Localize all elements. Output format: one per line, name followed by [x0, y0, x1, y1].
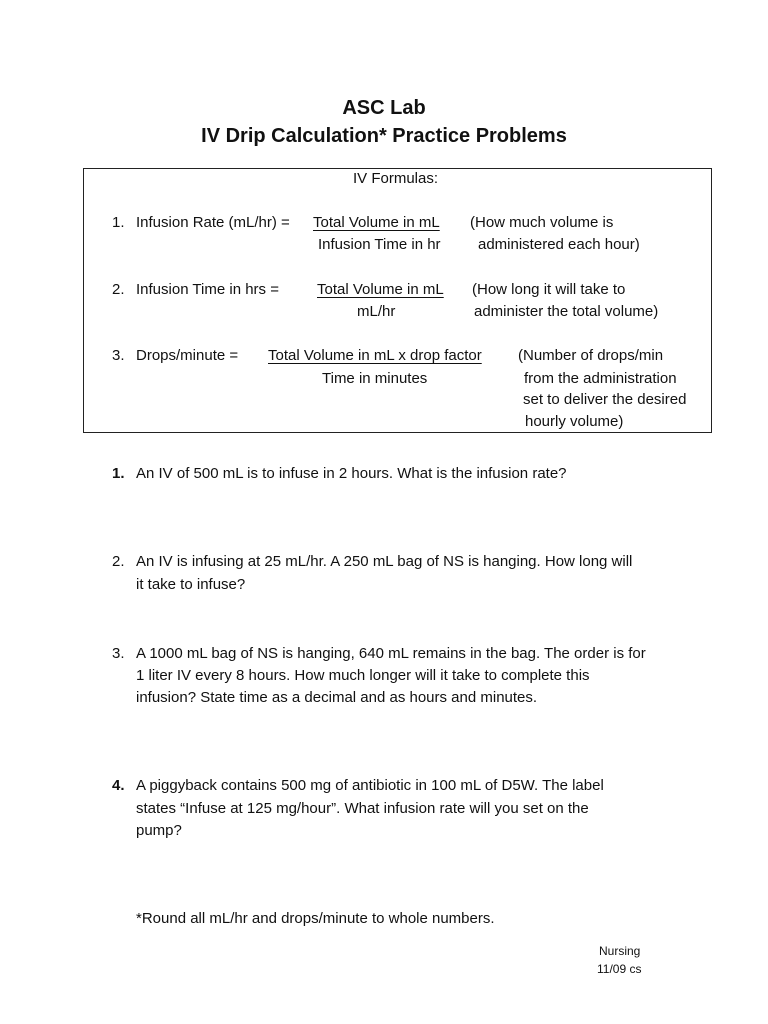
formula-3-denominator: Time in minutes	[322, 370, 428, 387]
problem-2-number: 2.	[112, 553, 125, 570]
problem-3-number: 3.	[112, 645, 125, 662]
problem-4-text: pump?	[136, 822, 182, 839]
formula-1-note-line: (How much volume is	[470, 214, 614, 231]
formula-1-number: 1.	[112, 214, 125, 231]
formula-3-note-line: (Number of drops/min	[518, 347, 664, 364]
formula-2-number: 2.	[112, 281, 125, 298]
formula-1-numerator: Total Volume in mL	[313, 214, 440, 231]
problem-2-text: it take to infuse?	[136, 576, 246, 593]
formula-3-number: 3.	[112, 347, 125, 364]
problem-1-text: An IV of 500 mL is to infuse in 2 hours. What is the infusion rate?	[136, 465, 567, 482]
formula-2-numerator: Total Volume in mL	[317, 281, 444, 298]
formula-2-denominator: mL/hr	[357, 303, 396, 320]
formulas-heading: IV Formulas:	[353, 170, 439, 187]
formula-2-note-line: administer the total volume)	[474, 303, 659, 320]
footer-date-initials: 11/09 cs	[597, 962, 642, 976]
page-subtitle: IV Drip Calculation* Practice Problems	[201, 125, 567, 147]
problem-4-text: A piggyback contains 500 mg of antibiotic in 100 mL of D5W. The label	[136, 777, 604, 794]
problem-3-text: 1 liter IV every 8 hours. How much longer will it take to complete this	[136, 667, 590, 684]
problem-3-text: infusion? State time as a decimal and as hours and minutes.	[136, 689, 538, 706]
problem-4-text: states “Infuse at 125 mg/hour”. What infusion rate will you set on the	[136, 800, 589, 817]
formula-2-note-line: (How long it will take to	[472, 281, 626, 298]
formula-2-lhs: Infusion Time in hrs =	[136, 281, 279, 298]
problem-3-text: A 1000 mL bag of NS is hanging, 640 mL remains in the bag. The order is for	[136, 645, 646, 662]
problem-4-number: 4.	[112, 777, 125, 794]
formula-3-lhs: Drops/minute =	[136, 347, 239, 364]
formula-3-note-line: set to deliver the desired	[523, 391, 687, 408]
problem-1-number: 1.	[112, 465, 125, 482]
formula-1-denominator: Infusion Time in hr	[318, 236, 441, 253]
formula-3-note-line: from the administration	[524, 370, 677, 387]
footnote: *Round all mL/hr and drops/minute to whole numbers.	[136, 910, 495, 927]
formula-1-note-line: administered each hour)	[478, 236, 640, 253]
page-title: ASC Lab	[342, 97, 426, 119]
formula-3-numerator: Total Volume in mL x drop factor	[268, 347, 482, 364]
footer-department: Nursing	[599, 944, 641, 958]
formula-3-note-line: hourly volume)	[525, 413, 624, 430]
problem-2-text: An IV is infusing at 25 mL/hr. A 250 mL bag of NS is hanging. How long will	[136, 553, 633, 570]
formula-1-lhs: Infusion Rate (mL/hr) =	[136, 214, 290, 231]
